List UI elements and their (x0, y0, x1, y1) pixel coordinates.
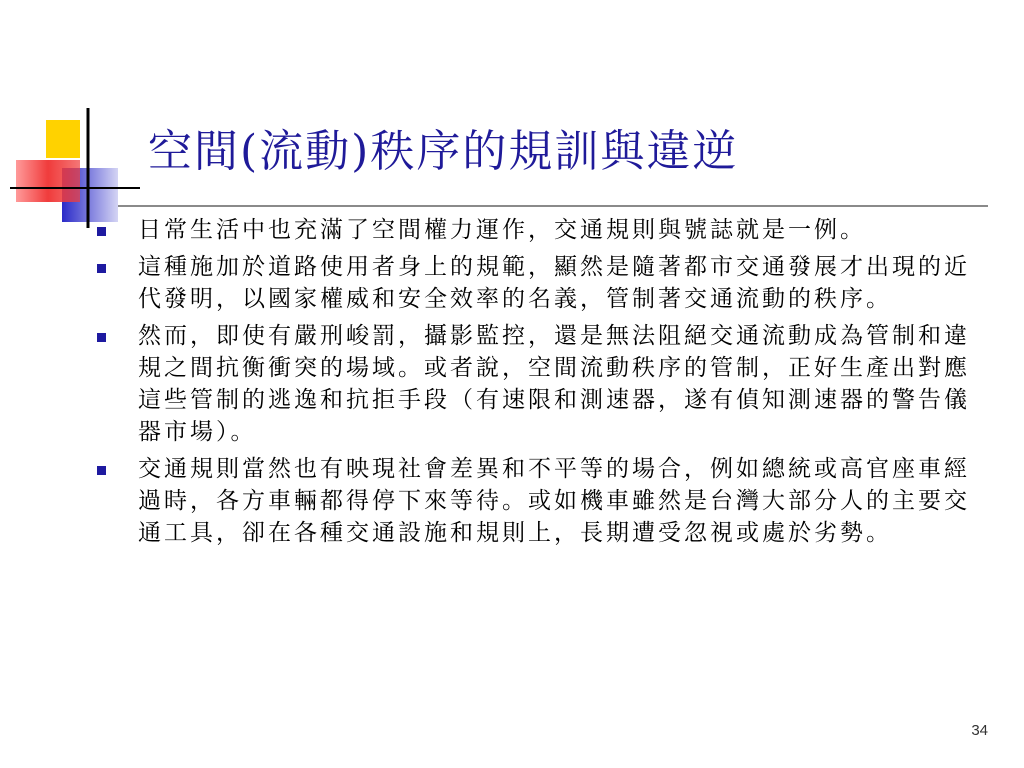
bullet-item (92, 214, 972, 246)
bullet-text: 交通規則當然也有映現社會差異和不平等的場合，例如總統或高官座車經過時，各方車輛都得停下來等待。或如機車雖然是台灣大部分人的主要交通工具，卻在各種交通設施和規則上，長期遭受忽視或處於劣勢。 (138, 456, 970, 546)
decorative-logo (0, 0, 160, 240)
bullet-item (92, 251, 972, 315)
bullet-text: 然而，即使有嚴刑峻罰，攝影監控，還是無法阻絕交通流動成為管制和違規之間抗衡衝突的場域。或者說，空間流動秩序的管制，正好生產出對應這些管制的逃逸和抗拒手段（有速限和測速器，遂有偵知測速器的警告儀器市場）。 (138, 323, 970, 445)
bullet-item (92, 453, 972, 549)
title-divider (118, 205, 988, 207)
square-bullet-icon (97, 333, 106, 342)
square-bullet-icon (97, 227, 106, 236)
bullet-list (92, 214, 972, 549)
bullet-item (92, 320, 972, 448)
bullet-text: 這種施加於道路使用者身上的規範，顯然是隨著都市交通發展才出現的近代發明，以國家權威和安全效率的名義，管制著交通流動的秩序。 (138, 254, 970, 312)
slide-title: 空間(流動)秩序的規訓與違逆 (148, 126, 739, 177)
bullet-text: 日常生活中也充滿了空間權力運作，交通規則與號誌就是一例。 (138, 217, 866, 243)
slide-number: 34 (971, 722, 988, 739)
square-bullet-icon (97, 264, 106, 273)
square-bullet-icon (97, 466, 106, 475)
